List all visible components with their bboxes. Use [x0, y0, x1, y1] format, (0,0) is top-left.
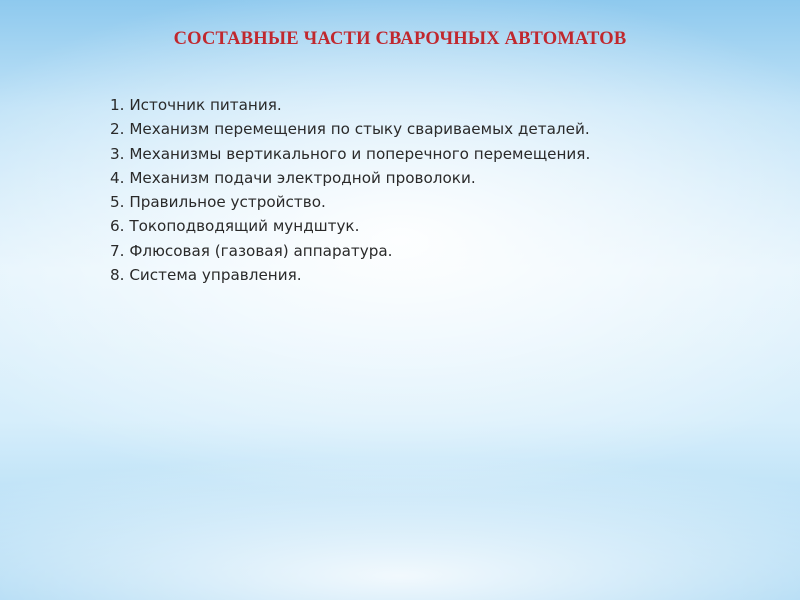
list-item: 2. Механизм перемещения по стыку свариваемых деталей. — [110, 120, 590, 139]
list-item: 6. Токоподводящий мундштук. — [110, 217, 360, 236]
list-item: 7. Флюсовая (газовая) аппаратура. — [110, 241, 393, 260]
list-item: 5. Правильное устройство. — [110, 193, 326, 212]
slide-title: СОСТАВНЫЕ ЧАСТИ СВАРОЧНЫХ АВТОМАТОВ — [173, 29, 627, 49]
list-item: 4. Механизм подачи электродной проволоки. — [110, 168, 476, 187]
components-list — [110, 93, 590, 287]
list-item: 1. Источник питания. — [110, 96, 282, 114]
list-item: 8. Система управления. — [110, 266, 302, 285]
list-item: 3. Механизмы вертикального и поперечного перемещения. — [110, 144, 591, 163]
